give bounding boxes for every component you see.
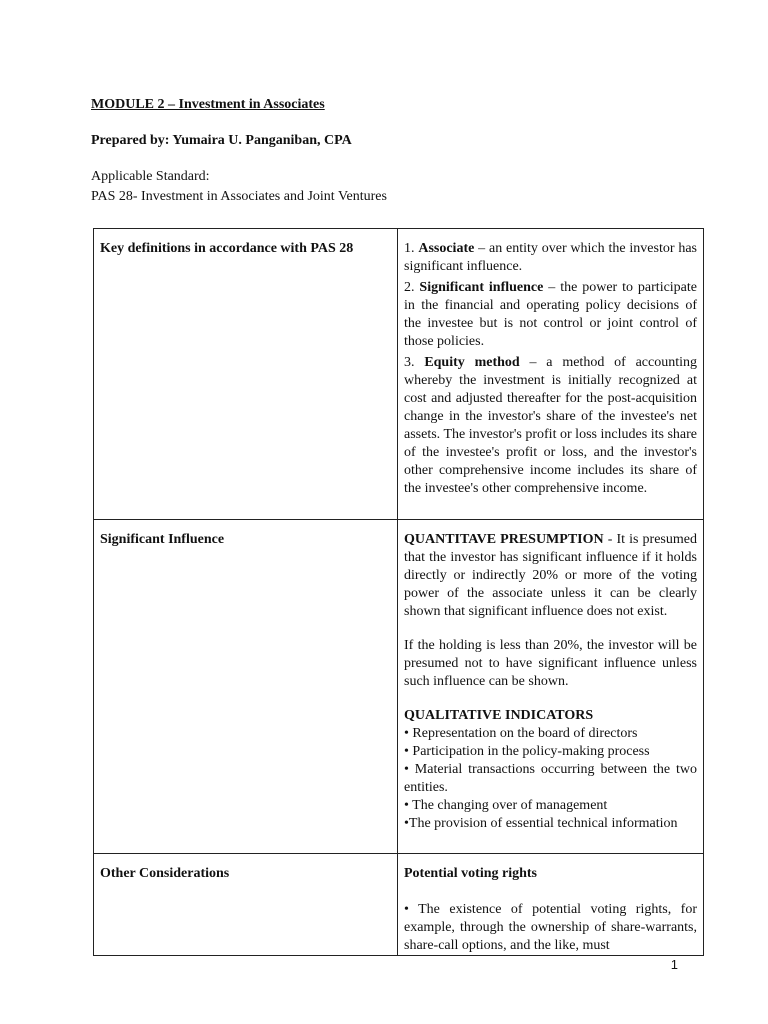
row-heading-definitions: Key definitions in accordance with PAS 28 (100, 241, 354, 256)
potential-voting-text: • The existence of potential voting rights, for example, through the ownership of share-warrants, share-call options, and the like, must (404, 902, 697, 953)
definition-term: Significant influence (419, 280, 544, 295)
row-heading-significant-influence: Significant Influence (100, 532, 225, 547)
table-row (94, 854, 704, 956)
table-row (94, 229, 704, 520)
indicator-item: • Representation on the board of directors (404, 726, 638, 741)
standard-label: Applicable Standard: (91, 169, 210, 184)
potential-voting-title: Potential voting rights (404, 866, 537, 881)
table-cell (398, 229, 704, 520)
qualitative-title: QUALITATIVE INDICATORS (404, 708, 594, 723)
page-number: 1 (670, 957, 678, 972)
table-cell (398, 854, 704, 956)
table-row (94, 520, 704, 854)
table-cell (94, 854, 398, 956)
item-number: 1. (404, 241, 419, 256)
indicator-item: • The changing over of management (404, 798, 608, 813)
definition-term: Equity method (424, 355, 520, 370)
definition-item (404, 354, 697, 498)
quantitative-text: - It is presumed that the investor has significant influence if it holds directly or indirectly 20% or more of the voting power of the associate unless it can be clearly shown that significant influence does not exist. (404, 532, 697, 619)
definition-item (404, 279, 697, 351)
definition-item (404, 240, 697, 276)
indicator-item: • Participation in the policy-making process (404, 744, 650, 759)
definition-text: – a method of accounting whereby the investment is initially recognized at cost and adjusted thereafter for the post-acquisition change in the investor's share of the investee's net assets. The investor's profit or loss includes its share of the investee's profit or loss, and the investor's other comprehensive income includes its share of the investee's other comprehensive income. (404, 355, 698, 496)
prepared-by: Prepared by: Yumaira U. Panganiban, CPA (91, 133, 352, 148)
quantitative-title: QUANTITAVE PRESUMPTION (404, 532, 604, 547)
row-heading-other-considerations: Other Considerations (100, 866, 230, 881)
standard-value: PAS 28- Investment in Associates and Joint Ventures (91, 189, 387, 204)
definition-text: – an entity over which the investor has significant influence. (404, 241, 697, 274)
definition-text: – the power to participate in the financial and operating policy decisions of the investee but is not control or joint control of those policies. (404, 280, 698, 349)
table-cell (94, 520, 398, 854)
indicator-item: •The provision of essential technical information (404, 816, 678, 831)
item-number: 2. (404, 280, 420, 295)
content-table (93, 228, 704, 956)
indicator-item: • Material transactions occurring between the two entities. (404, 762, 697, 795)
less-than-paragraph: If the holding is less than 20%, the investor will be presumed not to have significant influence unless such influence can be shown. (404, 638, 697, 689)
item-number: 3. (404, 355, 425, 370)
module-title: MODULE 2 – Investment in Associates (91, 97, 325, 112)
definition-term: Associate (418, 241, 475, 256)
table-cell (398, 520, 704, 854)
quantitative-paragraph (404, 531, 697, 621)
table-cell (94, 229, 398, 520)
